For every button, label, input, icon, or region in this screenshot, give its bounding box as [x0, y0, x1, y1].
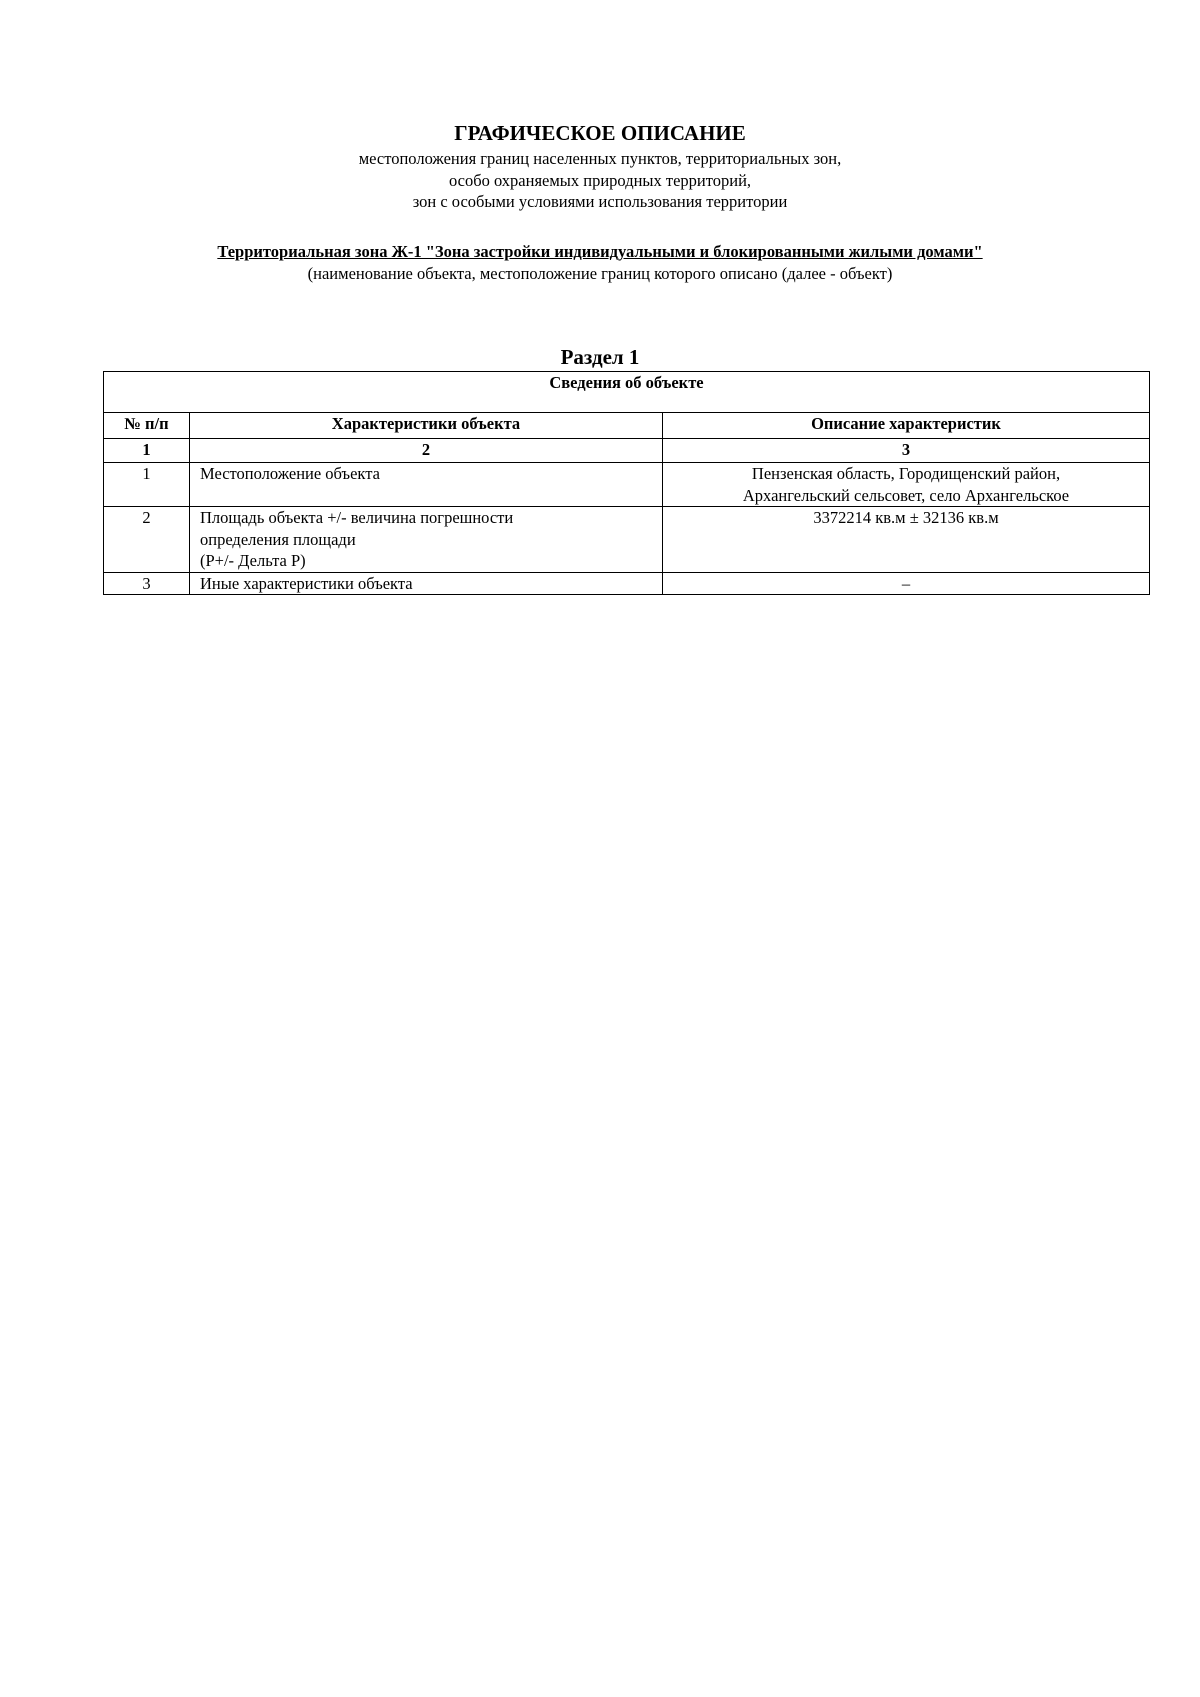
table-header-row — [104, 413, 1150, 439]
row-characteristic — [190, 463, 663, 507]
table-column-numbers-row — [104, 439, 1150, 463]
row-description — [663, 507, 1150, 573]
row-number: 3 — [104, 572, 190, 595]
section-title: Раздел 1 — [560, 345, 640, 369]
column-number: 1 — [104, 439, 190, 463]
characteristic-line: определения площади — [200, 529, 356, 549]
characteristic-line: (Р+/- Дельта Р) — [200, 551, 306, 570]
subtitle-line: особо охраняемых природных территорий, — [448, 170, 752, 190]
description-line: Пензенская область, Городищенский район, — [751, 464, 1061, 483]
document-subtitle — [0, 148, 1200, 213]
header-characteristic: Характеристики объекта — [190, 413, 663, 439]
description-line: 3372214 кв.м ± 32136 кв.м — [813, 508, 999, 527]
object-info-table — [103, 371, 1150, 595]
column-number: 2 — [190, 439, 663, 463]
subtitle-line: зон с особыми условиями использования территории — [412, 192, 788, 211]
object-name: Территориальная зона Ж-1 "Зона застройки индивидуальными и блокированными жилыми домами" — [217, 242, 983, 261]
subtitle-line: местоположения границ населенных пунктов, территориальных зон, — [358, 149, 842, 168]
column-number: 3 — [663, 439, 1150, 463]
description-line: – — [901, 573, 911, 593]
row-characteristic — [190, 572, 663, 595]
table-row — [104, 507, 1150, 573]
table-caption: Сведения об объекте — [104, 372, 1150, 413]
header-number: № п/п — [104, 413, 190, 439]
table-row — [104, 463, 1150, 507]
table-row — [104, 572, 1150, 595]
characteristic-line: Иные характеристики объекта — [200, 573, 413, 593]
row-number: 1 — [104, 463, 190, 507]
characteristic-line: Местоположение объекта — [200, 464, 380, 483]
description-line: Архангельский сельсовет, село Архангельское — [742, 485, 1070, 505]
object-caption: (наименование объекта, местоположение границ которого описано (далее - объект) — [307, 264, 893, 283]
row-description — [663, 572, 1150, 595]
row-number: 2 — [104, 507, 190, 573]
table-caption-row — [104, 372, 1150, 413]
characteristic-line: Площадь объекта +/- величина погрешности — [200, 508, 514, 527]
row-description — [663, 463, 1150, 507]
document-title: ГРАФИЧЕСКОЕ ОПИСАНИЕ — [454, 121, 746, 145]
row-characteristic — [190, 507, 663, 573]
header-description: Описание характеристик — [663, 413, 1150, 439]
